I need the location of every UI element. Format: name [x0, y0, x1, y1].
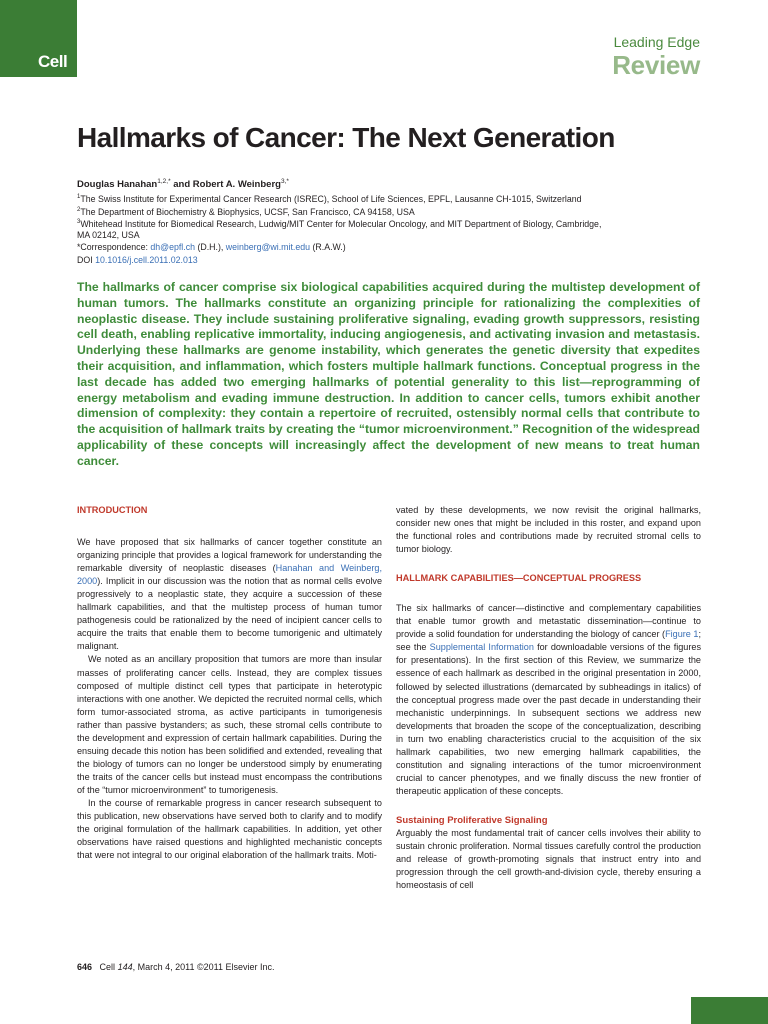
doi-label: DOI [77, 255, 96, 265]
page-footer [77, 962, 274, 972]
affiliation-text: The Department of Biochemistry & Biophysics, UCSF, San Francisco, CA 94158, USA [80, 206, 415, 217]
page-number: 646 [77, 962, 93, 972]
corner-decoration [691, 997, 768, 1024]
section-heading-hallmark-capabilities: HALLMARK CAPABILITIES—CONCEPTUAL PROGRESS [396, 573, 642, 584]
paragraph [77, 536, 382, 653]
author-name: Robert A. Weinberg [192, 179, 281, 191]
correspondence [77, 241, 697, 254]
paragraph: We noted as an ancillary proposition that tumors are more than insular masses of proliferating cancer cells. Instead, they are complex tissues composed of multiple distinct cell types that participate in heterotypic interactions with one another. We depicted the recruited normal cells, which form tumor-associated stroma, as active participants in tumorigenesis rather than passive bystanders; as such, these stromal cells contribute to the development and expression of certain hallmark capabilities. During the ensuing decade this notion has been solidified and extended, revealing that the biology of tumors can no longer be understood simply by enumerating the traits of the cancer cells but instead must encompass the contributions of the “tumor microenvironment” to tumorigenesis. [77, 654, 382, 795]
paragraph: In the course of remarkable progress in cancer research subsequent to this publication, new observations have served both to clarify and to modify the original formulation of the hallmark capabilities. In addition, yet other observations have raised questions and highlighted mechanistic concepts that were not integral to our original elaboration of the hallmark traits. Moti- [77, 797, 382, 861]
affiliation-text: The Swiss Institute for Experimental Cancer Research (ISREC), School of Life Sciences, EPFL, Lausanne CH-1015, Switzerland [80, 193, 582, 204]
paragraph-text: The six hallmarks of cancer—distinctive and complementary capabilities that enable tumor growth and metastatic dissemination—continue to provide a solid foundation for understanding the biology of cancer ( [396, 603, 701, 640]
author-affiliation-marker: 1,2,* [157, 178, 171, 185]
paragraph: Arguably the most fundamental trait of cancer cells involves their ability to sustain chronic proliferation. Normal tissues carefully control the production and release of growth-promoting signals that instruct entry into and progression through the cell growth-and-division cycle, thereby ensuring a homeostasis of cell [396, 827, 701, 891]
left-column [77, 504, 382, 862]
section-label: Leading Edge [613, 34, 700, 50]
author-conjunction: and [170, 179, 193, 191]
email-link-weinberg[interactable]: weinberg@wi.mit.edu [225, 242, 311, 252]
doi-line [77, 254, 697, 267]
cell-logo [0, 0, 77, 77]
affiliation-marker: 1 [77, 194, 81, 200]
email-link-hanahan[interactable]: dh@epfl.ch [150, 242, 195, 252]
paragraph-text: for downloadable versions of the figures for presentations). In the first section of this Review, we summarize the essence of each hallmark as described in the original presentation in 2000, followed by selected illustrations (demarcated by subheadings in italics) of the conceptual progress made over the past decade in understanding their mechanistic underpinnings. In subsequent sections we address new developments that broaden the scope of the conceptualization, describing in turn two enabling characteristics crucial to the acquisition of the six hallmark capabilities, two new emerging hallmark capabilities, the constitution and signaling interactions of the tumor microenvironment crucial to cancer phenotypes, and we finally discuss the new frontier of therapeutic application of these concepts. [396, 642, 701, 796]
doi-link[interactable]: 10.1016/j.cell.2011.02.013 [95, 255, 198, 265]
paragraph-text: ). Implicit in our discussion was the notion that as normal cells evolve progressively to a neoplastic state, they acquire a succession of these hallmark capabilities, and that the multistep process of human tumor pathogenesis could be rationalized by the need of incipient cancer cells to acquire the traits that enable them to become tumorigenic and ultimately malignant. [77, 576, 382, 652]
author-affiliation-marker: 3,* [280, 178, 289, 185]
author-name: Douglas Hanahan [77, 179, 158, 191]
correspondence-text: (R.A.W.) [310, 242, 346, 252]
cell-logo-text: Cell [38, 52, 68, 71]
publication-info: , March 4, 2011 ©2011 Elsevier Inc. [132, 962, 275, 972]
reference-link[interactable]: Hanahan and Weinberg, 2000 [77, 563, 382, 587]
paragraph: vated by these developments, we now revisit the original hallmarks, consider new ones that might be included in this roster, and expand upon the functional roles and contributions made by recruited stromal cells to tumor biology. [396, 505, 701, 555]
affiliation-marker: 2 [77, 207, 81, 213]
page-title: Hallmarks of Cancer: The Next Generation [77, 122, 615, 153]
right-column [396, 504, 701, 892]
figure-link[interactable]: Figure 1 [665, 629, 699, 640]
affiliation-3-cont: MA 02142, USA [77, 230, 140, 240]
correspondence-text: (D.H.), [195, 242, 226, 252]
journal-volume: 144 [117, 962, 133, 972]
affiliation-marker: 3 [77, 219, 81, 225]
supplemental-link[interactable]: Supplemental Information [429, 642, 534, 653]
article-type: Review [612, 50, 700, 80]
journal-name: Cell [99, 962, 118, 972]
author-list [77, 178, 289, 190]
paragraph [396, 602, 701, 798]
affiliation-text: Whitehead Institute for Biomedical Research, Ludwig/MIT Center for Molecular Oncology, and MIT Department of Biology, Cambridge, [80, 218, 602, 229]
abstract: The hallmarks of cancer comprise six biological capabilities acquired during the multistep development of human tumors. The hallmarks constitute an organizing principle for rationalizing the complexities of neoplastic disease. They include sustaining proliferative signaling, evading growth suppressors, resisting cell death, enabling replicative immortality, inducing angiogenesis, and activating invasion and metastasis. Underlying these hallmarks are genome instability, which generates the genetic diversity that expedites their acquisition, and inflammation, which fosters multiple hallmark functions. Conceptual progress in the last decade has added two emerging hallmarks of potential generality to this list—reprogramming of energy metabolism and evading immune destruction. In addition to cancer cells, tumors exhibit another dimension of complexity: they contain a repertoire of recruited, ostensibly normal cells that contribute to the acquisition of hallmark traits by creating the “tumor microenvironment.” Recognition of the widespread applicability of these concepts will increasingly affect the development of new means to treat human cancer. [77, 280, 700, 468]
subsection-heading: Sustaining Proliferative Signaling [396, 814, 548, 826]
paragraph-text: ; see the [396, 629, 701, 653]
paragraph-text: We have proposed that six hallmarks of cancer together constitute an organizing principle that provides a logical framework for understanding the remarkable diversity of neoplastic diseases ( [77, 537, 382, 574]
correspondence-label: *Correspondence: [77, 242, 151, 252]
section-heading-introduction: INTRODUCTION [77, 505, 148, 515]
